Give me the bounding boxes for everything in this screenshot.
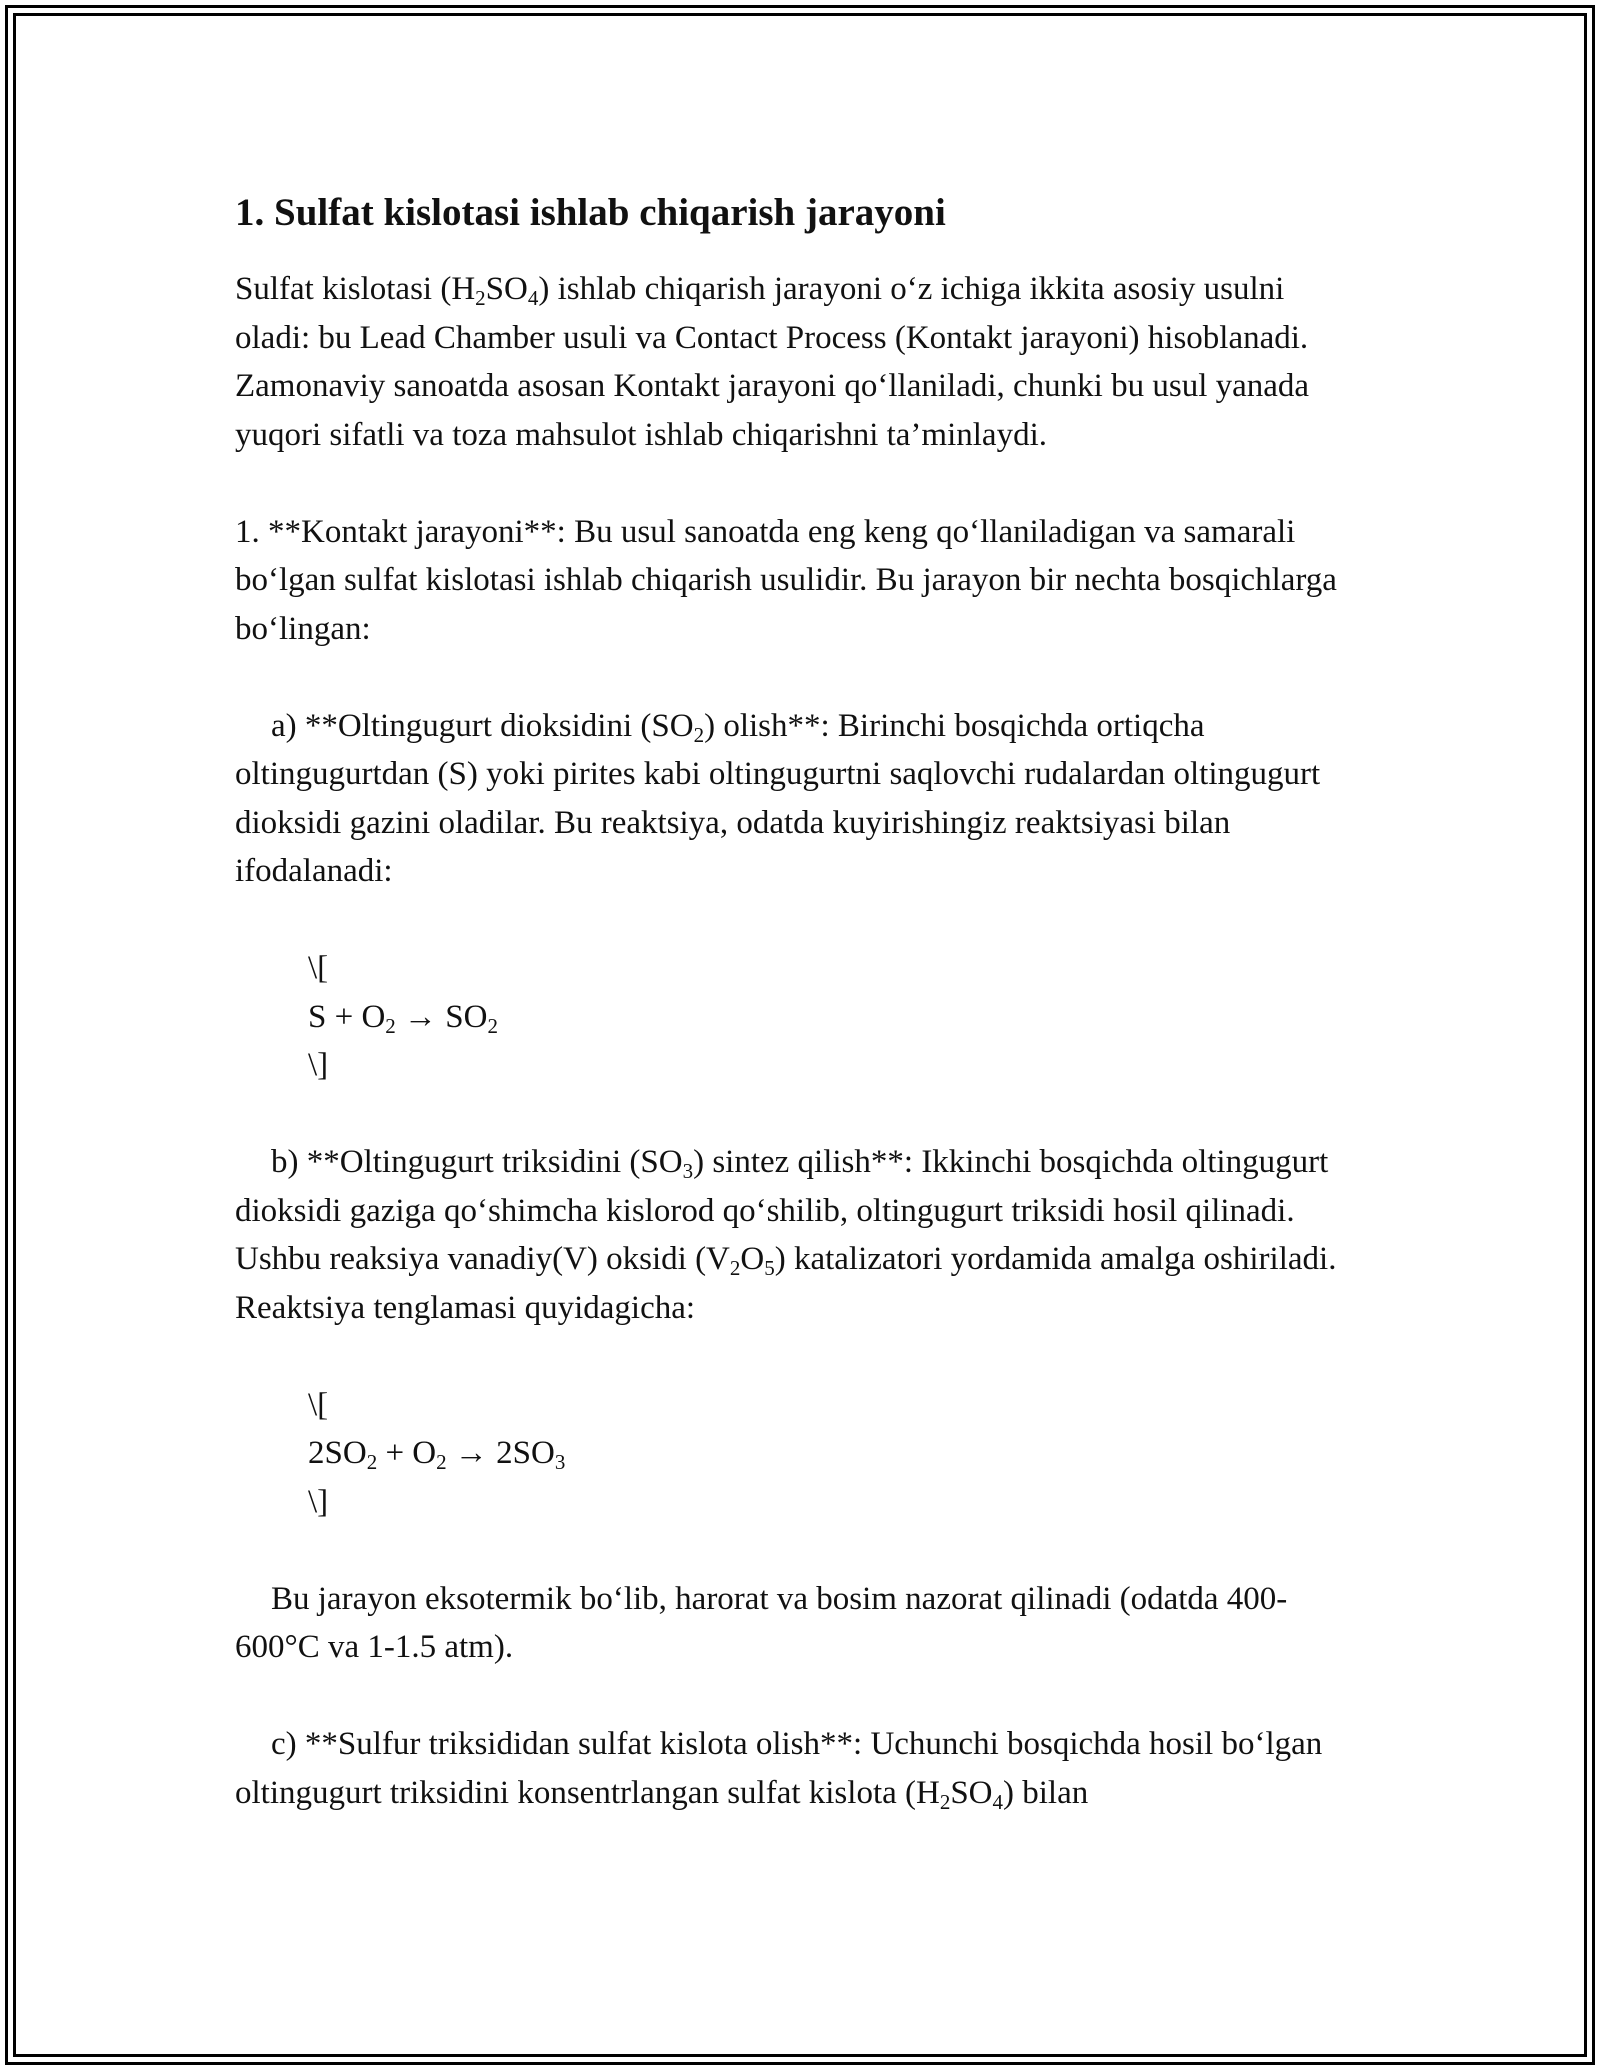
intro-paragraph bbox=[235, 265, 1365, 459]
subscript: 5 bbox=[764, 1256, 775, 1280]
note-b-paragraph: Bu jarayon eksotermik bo‘lib, harorat va bosim nazorat qilinadi (odatda 400-600°C va 1-1.5 atm). bbox=[235, 1580, 1288, 1665]
formula-text: S + O bbox=[308, 998, 386, 1035]
step-b-text: ) sintez qilish**: Ikkinchi bosqichda oltingugurt dioksidi gaziga qo‘shimcha kislorod qo‘shilib, oltingugurt triksidi hosil qilinadi. Ushbu reaksiya vanadiy(V) oksidi (V bbox=[235, 1144, 1329, 1277]
formula-b bbox=[308, 1381, 1365, 1527]
formula-text: + O bbox=[377, 1435, 437, 1471]
list-item-1: 1. **Kontakt jarayoni**: Bu usul sanoatda eng keng qo‘llaniladigan va samarali bo‘lgan sulfat kislotasi ishlab chiqarish usulidir. Bu jarayon bir nechta bosqichlarga bo‘lingan: bbox=[235, 513, 1337, 647]
subscript: 2 bbox=[939, 1789, 951, 1814]
document-body bbox=[235, 188, 1365, 1817]
formula-b-equation bbox=[308, 1429, 1365, 1478]
subscript: 4 bbox=[992, 1789, 1004, 1814]
step-b-paragraph bbox=[235, 1138, 1365, 1332]
formula-close: \] bbox=[308, 1483, 329, 1520]
formula-a-equation bbox=[308, 993, 1365, 1042]
subscript: 3 bbox=[554, 1450, 566, 1474]
formula-open: \[ bbox=[308, 950, 329, 986]
step-a-text: ) olish**: Birinchi bosqichda ortiqcha oltingugurtdan (S) yoki pirites kabi oltingugurtni saqlovchi rudalardan oltingugurt dioksidi gazini oladilar. Bu reaktsiya, odatda kuyirishingiz reaktsiyasi bilan ifodalanadi: bbox=[235, 707, 1321, 889]
intro-text: ) ishlab chiqarish jarayoni o‘z ichiga ikkita asosiy usulni oladi: bu Lead Chamber usuli va Contact Process (Kontakt jarayoni) hisoblanadi. Zamonaviy sanoatda asosan Kontakt jarayoni qo‘llaniladi, chunki bu usul yanada yuqori sifatli va toza mahsulot ishlab chiqarishni ta’minlaydi. bbox=[235, 271, 1310, 453]
step-a-text: a) **Oltingugurt dioksidini (SO bbox=[271, 707, 694, 744]
subscript: 2 bbox=[729, 1256, 741, 1280]
step-b-text: ) katalizatori yordamida amalga oshiriladi. Reaktsiya tenglamasi quyidagicha: bbox=[235, 1241, 1337, 1326]
subscript: 2 bbox=[475, 286, 486, 310]
formula-text: → SO bbox=[395, 998, 488, 1035]
subscript: 2 bbox=[385, 1013, 396, 1038]
subscript: 2 bbox=[693, 722, 705, 747]
intro-text: SO bbox=[485, 271, 528, 307]
subscript: 3 bbox=[682, 1159, 694, 1183]
step-c-text: SO bbox=[950, 1774, 993, 1811]
intro-text: Sulfat kislotasi (H bbox=[235, 271, 476, 307]
subscript: 2 bbox=[487, 1013, 498, 1038]
section-heading: 1. Sulfat kislotasi ishlab chiqarish jarayoni bbox=[235, 191, 946, 234]
step-c-text: c) **Sulfur triksididan sulfat kislota olish**: Uchunchi bosqichda hosil bo‘lgan oltingugurt triksidini konsentrlangan sulfat kislota (H bbox=[235, 1726, 1323, 1811]
formula-close: \] bbox=[308, 1047, 329, 1083]
subscript: 4 bbox=[527, 286, 539, 310]
step-c-text: ) bilan bbox=[1003, 1774, 1089, 1811]
step-a-paragraph bbox=[235, 702, 1365, 896]
formula-open: \[ bbox=[308, 1386, 329, 1423]
subscript: 2 bbox=[436, 1450, 447, 1474]
subscript: 2 bbox=[366, 1450, 378, 1474]
step-b-text: O bbox=[740, 1241, 765, 1277]
formula-a bbox=[308, 944, 1365, 1090]
step-b-text: b) **Oltingugurt triksidini (SO bbox=[271, 1144, 683, 1180]
formula-text: → 2SO bbox=[446, 1435, 555, 1471]
formula-text: 2SO bbox=[308, 1435, 367, 1471]
step-c-paragraph bbox=[235, 1720, 1365, 1817]
